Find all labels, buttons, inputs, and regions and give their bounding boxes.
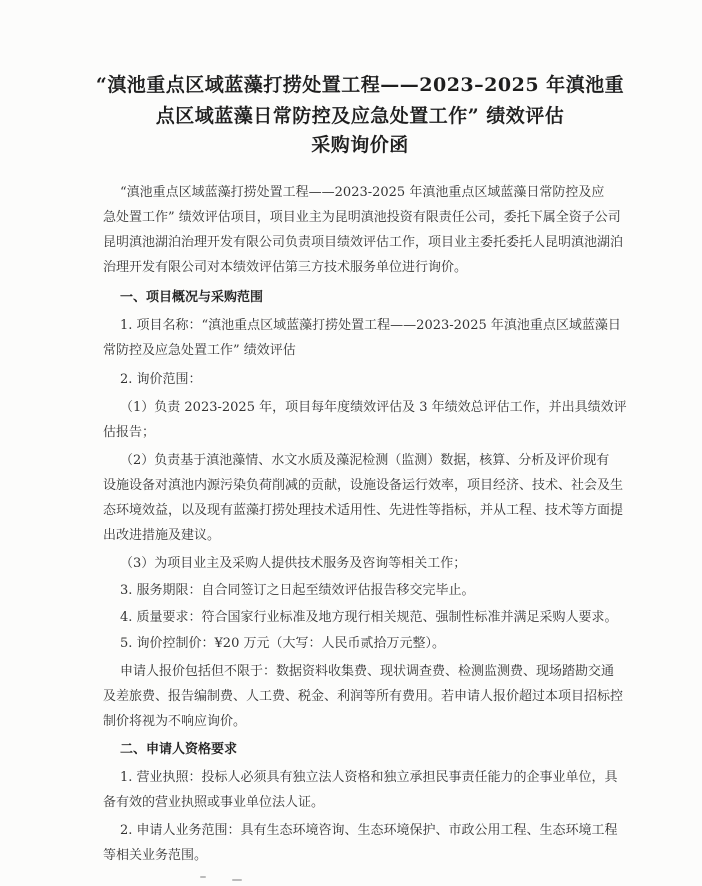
doc-title-line-3: 采购询价函 (311, 134, 409, 156)
project-name-line: 1. 项目名称：“滇池重点区域蓝藻打捞处置工程——2023-2025 年滇池重点区域蓝藻日 (120, 318, 621, 333)
business-license-line: 备有效的营业执照或事业单位法人证。 (103, 795, 325, 810)
intro-line: “滇池重点区域蓝藻打捞处置工程——2023-2025 年滇池重点区域蓝藻日常防控及应 (120, 185, 605, 200)
intro-line: 急处置工作” 绩效评估项目，项目业主为昆明滇池投资有限责任公司，委托下属全资子公司 (103, 210, 621, 225)
service-period: 3. 服务期限：自合同签订之日起至绩效评估报告移交完毕止。 (120, 583, 475, 598)
business-scope-line: 2. 申请人业务范围：具有生态环境咨询、生态环境保护、市政公用工程、生态环境工程 (120, 823, 618, 838)
inquiry-scope-label: 2. 询价范围： (120, 372, 202, 387)
scope-item-3: （3）为项目业主及采购人提供技术服务及咨询等相关工作； (120, 556, 467, 571)
doc-title-line-1: “滇池重点区域蓝藻打捞处置工程——2023–2025 年滇池重 (95, 74, 625, 96)
control-price: 5. 询价控制价：¥20 万元（大写：人民币贰拾万元整）。 (120, 636, 445, 651)
business-scope-line: 等相关业务范围。 (103, 848, 208, 863)
scope-item-1-line: 估报告； (103, 425, 156, 440)
quality-requirement: 4. 质量要求：符合国家行业标准及地方现行相关规范、强制性标准并满足采购人要求。 (120, 610, 618, 625)
quote-note-line: 制价将视为不响应询价。 (103, 714, 247, 729)
intro-line: 治理开发有限公司对本绩效评估第三方技术服务单位进行询价。 (103, 260, 468, 275)
scope-item-2-line: （2）负责基于滇池藻情、水文水质及藻泥检测（监测）数据，核算、分析及评价现有 (120, 453, 610, 468)
intro-line: 昆明滇池湖泊治理开发有限公司负责项目绩效评估工作，项目业主委托委托人昆明滇池湖泊 (103, 235, 624, 250)
scan-mark (200, 876, 206, 878)
project-name-line: 常防控及应急处置工作” 绩效评估 (103, 343, 296, 358)
scope-item-2-line: 设施设备对滇池内源污染负荷削减的贡献，设施设备运行效率，项目经济、技术、社会及生 (103, 478, 624, 493)
scope-item-1-line: （1）负责 2023-2025 年，项目每年度绩效评估及 3 年绩效总评估工作，并出具绩效评 (120, 400, 627, 415)
quote-note-line: 及差旅费、报告编制费、人工费、税金、利润等所有费用。若申请人报价超过本项目招标控 (103, 689, 624, 704)
section-2-heading: 二、申请人资格要求 (120, 742, 238, 757)
scan-mark (232, 879, 242, 881)
scope-item-2-line: 出改进措施及建议。 (103, 528, 221, 543)
quote-note-line: 申请人报价包括但不限于：数据资料收集费、现状调查费、检测监测费、现场踏勘交通 (120, 664, 615, 679)
scope-item-2-line: 态环境效益，以及现有蓝藻打捞处理技术适用性、先进性等指标，并从工程、技术等方面提 (103, 503, 624, 518)
business-license-line: 1. 营业执照：投标人必须具有独立法人资格和独立承担民事责任能力的企事业单位，具 (120, 770, 618, 785)
section-1-heading: 一、项目概况与采购范围 (120, 290, 264, 305)
doc-title-line-2: 点区域蓝藻日常防控及应急处置工作” 绩效评估 (155, 105, 565, 127)
